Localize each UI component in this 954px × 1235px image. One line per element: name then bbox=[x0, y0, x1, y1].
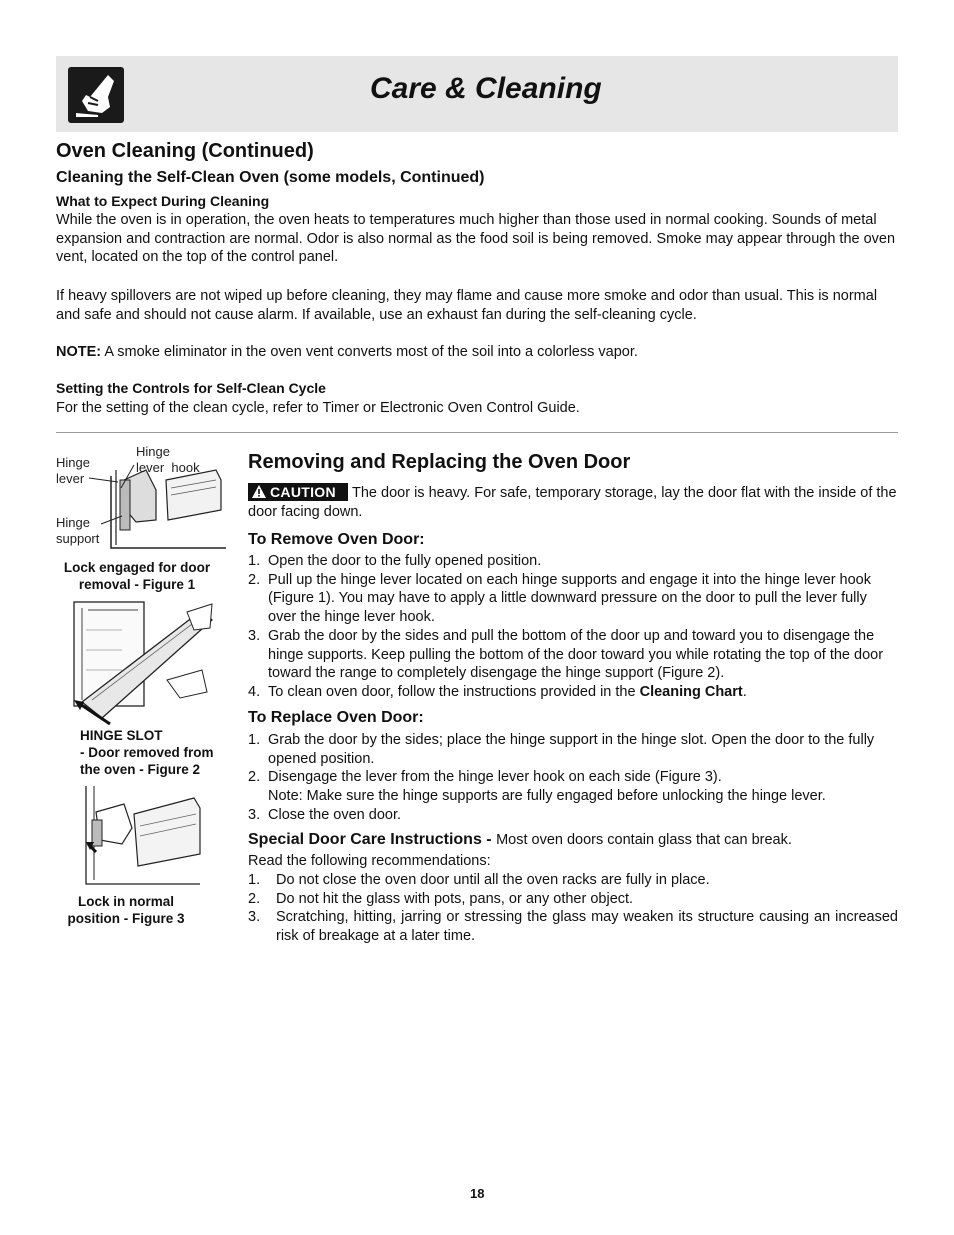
cleaning-chart-ref: Cleaning Chart bbox=[639, 683, 743, 700]
special-read: Read the following recommendations: bbox=[248, 853, 491, 869]
figure-2-illustration bbox=[62, 600, 222, 725]
note-label: NOTE: bbox=[56, 344, 102, 360]
expect-paragraph-2: If heavy spillovers are not wiped up before cleaning, they may flame and cause more smoke and odor than usual. This is normal and safe and should not cause alarm. If available, use an exhaust fan during the self-cleaning cycle. bbox=[56, 288, 878, 323]
special-steps-list bbox=[248, 871, 898, 946]
page-title: Care & Cleaning bbox=[370, 72, 602, 105]
list-item: 3. Scratching, hitting, jarring or stressing the glass may weaken its structure causing an increased risk of breakage at a later time. bbox=[248, 909, 898, 945]
fig1-hinge-lever-hook-label: Hinge lever hook bbox=[136, 444, 200, 475]
list-item: 1. Grab the door by the sides; place the hinge support in the hinge slot. Open the door to the fully opened position. bbox=[248, 732, 875, 767]
figure-3-illustration bbox=[84, 784, 202, 888]
remove-step-text: Open the door to the fully opened position. bbox=[268, 553, 542, 569]
list-item: 3. Grab the door by the sides and pull the bottom of the door up and toward you to disengage the hinge supports. Keep pulling the bottom of the door toward you while rotating the top of the door toward the range to completely disengage the hinge support (Figure 2). bbox=[248, 627, 884, 682]
fig1-caption: Lock engaged for door removal - Figure 1 bbox=[63, 560, 211, 592]
list-item: 2. Pull up the hinge lever located on each hinge supports and engage it into the hinge lever hook (Figure 1). You may have to apply a little downward pressure on the door to pull the lever fully over the hinge lever hook. bbox=[248, 571, 871, 626]
list-item: 3. Close the oven door. bbox=[248, 806, 402, 823]
remove-step-text: Pull up the hinge lever located on each hinge supports and engage it into the hinge lever hook (Figure 1). You may have to apply a little downward pressure on the door to pull the lever fully over the hinge lever hook. bbox=[268, 571, 871, 626]
special-step-text: Do not hit the glass with pots, pans, or any other object. bbox=[276, 890, 634, 907]
replace-steps-list bbox=[248, 731, 898, 825]
list-item: 2. Disengage the lever from the hinge lever hook on each side (Figure 3). Note: Make sure the hinge supports are fully engaged before unlocking the hinge lever. bbox=[248, 769, 826, 805]
special-step-text: Do not close the oven door until all the oven racks are fully in place. bbox=[276, 872, 710, 888]
controls-heading: Setting the Controls for Self-Clean Cycle bbox=[56, 380, 326, 396]
caution-text: The door is heavy. For safe, temporary storage, lay the door flat with the inside of the door facing down. bbox=[248, 485, 897, 520]
remove-step-end: . bbox=[742, 683, 747, 700]
note-paragraph bbox=[56, 343, 898, 362]
list-item: 1. Open the door to the fully opened position. bbox=[248, 553, 542, 569]
fig2-caption-1 bbox=[80, 727, 230, 778]
replace-note: Note: Make sure the hinge supports are fully engaged before unlocking the hinge lever. bbox=[268, 788, 826, 805]
controls-text: For the setting of the clean cycle, refer to Timer or Electronic Oven Control Guide. bbox=[56, 400, 580, 416]
door-section-title: Removing and Replacing the Oven Door bbox=[248, 451, 631, 473]
expect-heading: What to Expect During Cleaning bbox=[56, 193, 270, 209]
fig1-hinge-support-label: Hinge support bbox=[56, 515, 100, 546]
remove-heading: To Remove Oven Door: bbox=[248, 531, 425, 548]
replace-step-text: Close the oven door. bbox=[268, 806, 402, 823]
special-heading-line bbox=[248, 831, 898, 850]
section-subtitle: Cleaning the Self-Clean Oven (some models, Continued) bbox=[56, 169, 485, 186]
special-step-text: Scratching, hitting, jarring or stressing the glass may weaken its structure causing an increased risk of breakage at a later time. bbox=[276, 909, 898, 945]
cleaning-hand-icon bbox=[68, 67, 124, 123]
list-item: 1. Do not close the oven door until all the oven racks are fully in place. bbox=[248, 872, 710, 888]
replace-step-text: Grab the door by the sides; place the hinge support in the hinge slot. Open the door to the fully opened position. bbox=[268, 732, 875, 767]
fig2-caption: HINGE SLOT - Door removed from the oven - Figure 2 bbox=[80, 728, 214, 777]
section-title: Oven Cleaning (Continued) bbox=[56, 140, 314, 162]
section-divider bbox=[56, 432, 898, 433]
fig1-hinge-lever-label: Hinge lever bbox=[56, 455, 90, 486]
caution-label: CAUTION bbox=[270, 484, 336, 500]
remove-step-text: Grab the door by the sides and pull the bottom of the door up and toward you to disengage the hinge supports. Keep pulling the bottom of the door toward you while rotating the top of the door toward the range to completely disengage the hinge support (Figure 2). bbox=[268, 627, 884, 682]
replace-step-text: Disengage the lever from the hinge lever hook on each side (Figure 3). bbox=[268, 769, 722, 786]
replace-heading: To Replace Oven Door: bbox=[248, 709, 424, 726]
remove-step-text: To clean oven door, follow the instructions provided in the bbox=[268, 683, 640, 700]
note-text: A smoke eliminator in the oven vent converts most of the soil into a colorless vapor. bbox=[101, 344, 638, 360]
fig3-caption: Lock in normal position - Figure 3 bbox=[67, 894, 185, 926]
list-item: 2. Do not hit the glass with pots, pans, or any other object. bbox=[248, 890, 634, 907]
page-number: 18 bbox=[470, 1186, 485, 1201]
special-intro: Most oven doors contain glass that can break. bbox=[496, 832, 792, 848]
expect-paragraph-1: While the oven is in operation, the oven heats to temperatures much higher than those used in normal cooking. Sounds of metal expansion and contraction are normal. Odor is also normal as the food soil is being removed. Smoke may appear through the oven vent, located on the top of the control panel. bbox=[56, 212, 896, 266]
list-item: 4. To clean oven door, follow the instructions provided in the Cleaning Chart. bbox=[248, 683, 747, 700]
remove-steps-list bbox=[248, 552, 898, 702]
special-heading: Special Door Care Instructions - bbox=[248, 831, 497, 848]
